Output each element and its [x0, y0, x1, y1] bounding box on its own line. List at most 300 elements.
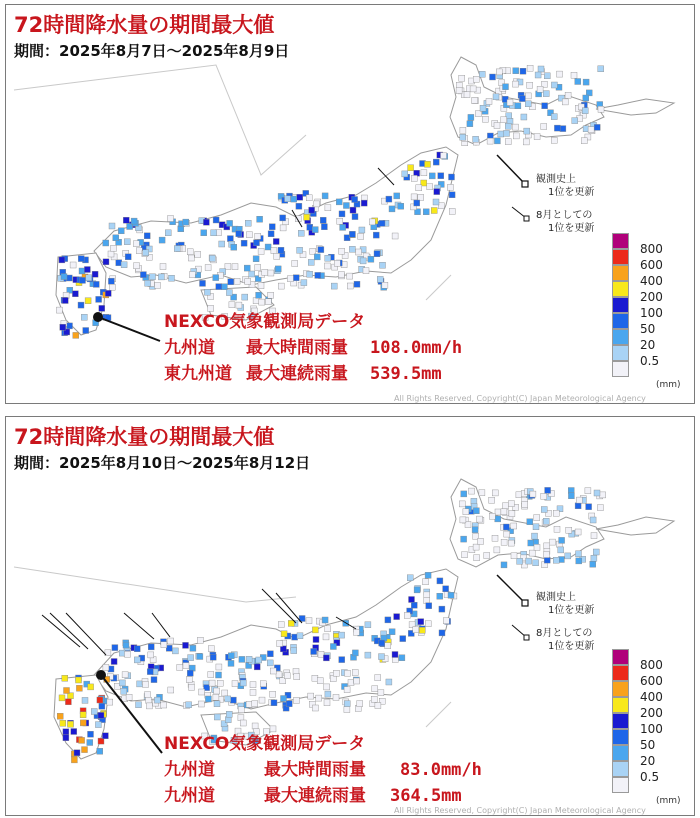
station-marker — [560, 126, 566, 132]
station-marker — [378, 690, 384, 696]
station-marker — [280, 225, 286, 231]
station-marker — [357, 701, 363, 707]
station-marker — [155, 282, 161, 288]
station-marker — [414, 200, 420, 206]
station-marker — [62, 298, 68, 304]
station-marker — [558, 547, 564, 553]
station-marker — [103, 259, 109, 265]
station-marker — [186, 677, 192, 683]
station-marker — [148, 644, 154, 650]
station-marker — [296, 203, 302, 209]
station-marker — [270, 691, 276, 697]
station-marker — [427, 184, 433, 190]
station-marker — [287, 276, 293, 282]
station-marker — [389, 629, 395, 635]
legend-swatch — [612, 281, 629, 297]
legend-label: 50 — [640, 322, 656, 336]
station-marker — [495, 516, 501, 522]
station-marker — [473, 544, 479, 550]
station-marker — [513, 81, 519, 87]
station-marker — [439, 606, 445, 612]
period-range: 2025年8月10日～2025年8月12日 — [59, 454, 311, 472]
station-marker — [121, 688, 127, 694]
station-marker — [462, 552, 468, 558]
station-marker — [258, 283, 264, 289]
station-marker — [423, 579, 429, 585]
station-marker — [160, 264, 166, 270]
legend-swatch — [612, 345, 629, 361]
metric-value: 83.0mm/h — [400, 760, 482, 780]
legend-swatch — [612, 697, 629, 713]
station-marker — [208, 672, 214, 678]
station-marker — [459, 75, 465, 81]
metric-name: 最大連続雨量 — [246, 364, 348, 384]
station-marker — [292, 261, 298, 267]
station-marker — [461, 536, 467, 542]
station-marker — [429, 173, 435, 179]
station-marker — [372, 686, 378, 692]
station-marker — [544, 557, 550, 563]
station-marker — [533, 560, 539, 566]
metric-name: 最大時間雨量 — [246, 338, 348, 358]
legend-unit: (mm) — [656, 380, 681, 390]
station-marker — [528, 540, 534, 546]
nexco-heading: NEXCO気象観測局データ — [164, 734, 366, 754]
station-marker — [258, 248, 264, 254]
rainfall-legend — [612, 233, 692, 390]
legend-label: 100 — [640, 722, 663, 736]
station-marker — [265, 244, 271, 250]
station-marker — [534, 544, 540, 550]
station-marker — [594, 124, 600, 130]
station-marker — [144, 233, 150, 239]
station-marker — [103, 665, 109, 671]
station-marker — [534, 515, 540, 521]
station-marker — [350, 207, 356, 213]
station-marker — [250, 689, 256, 695]
station-marker — [551, 82, 557, 88]
station-marker — [349, 246, 355, 252]
station-marker — [311, 649, 317, 655]
station-marker — [409, 597, 415, 603]
station-marker — [353, 629, 359, 635]
station-marker — [565, 92, 571, 98]
station-marker — [543, 518, 549, 524]
station-marker — [208, 646, 214, 652]
station-marker — [143, 250, 149, 256]
station-marker — [490, 74, 496, 80]
station-marker — [339, 632, 345, 638]
legend-swatch — [612, 361, 629, 377]
station-marker — [316, 695, 322, 701]
station-marker — [307, 224, 313, 230]
station-marker — [281, 631, 287, 637]
station-marker — [317, 678, 323, 684]
station-marker — [400, 636, 406, 642]
station-marker — [449, 208, 455, 214]
station-marker — [340, 224, 346, 230]
legend-swatch — [612, 313, 629, 329]
station-marker — [360, 258, 366, 264]
station-marker — [537, 86, 543, 92]
station-marker — [418, 194, 424, 200]
station-marker — [322, 193, 328, 199]
station-marker — [103, 240, 109, 246]
station-marker — [590, 517, 596, 523]
station-marker — [386, 679, 392, 685]
station-marker — [398, 203, 404, 209]
station-marker — [271, 248, 277, 254]
station-marker — [507, 100, 513, 106]
station-marker — [394, 614, 400, 620]
station-marker — [313, 637, 319, 643]
station-marker — [80, 720, 86, 726]
station-marker — [278, 622, 284, 628]
station-marker — [474, 555, 480, 561]
station-marker — [460, 517, 466, 523]
station-marker — [186, 702, 192, 708]
station-marker — [278, 283, 284, 289]
station-marker — [324, 263, 330, 269]
station-marker — [125, 254, 131, 260]
station-marker — [240, 680, 246, 686]
station-marker — [336, 199, 342, 205]
station-marker — [197, 654, 203, 660]
station-marker — [375, 675, 381, 681]
station-marker — [125, 651, 131, 657]
station-marker — [245, 279, 251, 285]
road-name: 九州道 — [164, 786, 215, 806]
legend-label: 200 — [640, 706, 663, 720]
station-marker — [257, 216, 263, 222]
station-marker — [221, 284, 227, 290]
nexco-row — [164, 361, 462, 387]
station-marker — [513, 68, 519, 74]
station-marker — [471, 498, 477, 504]
station-marker — [324, 700, 330, 706]
station-marker — [325, 626, 331, 632]
station-marker — [347, 283, 353, 289]
station-marker — [479, 490, 485, 496]
station-marker — [523, 139, 529, 145]
legend-label: 20 — [640, 338, 656, 352]
station-marker — [85, 298, 91, 304]
station-marker — [293, 275, 299, 281]
legend-label: 600 — [640, 674, 663, 688]
station-marker — [209, 680, 215, 686]
station-marker — [62, 675, 68, 681]
station-marker — [136, 702, 142, 708]
station-marker — [534, 134, 540, 140]
station-marker — [509, 511, 515, 517]
station-marker — [306, 618, 312, 624]
station-marker — [159, 237, 165, 243]
station-marker — [63, 729, 69, 735]
station-marker — [426, 603, 432, 609]
station-marker — [494, 138, 500, 144]
station-marker — [423, 209, 429, 215]
station-marker — [404, 612, 410, 618]
station-marker — [226, 711, 232, 717]
station-marker — [228, 653, 234, 659]
station-marker — [169, 275, 175, 281]
station-marker — [425, 572, 431, 578]
station-marker — [57, 713, 63, 719]
station-marker — [225, 696, 231, 702]
station-marker — [210, 654, 216, 660]
station-marker — [369, 219, 375, 225]
station-marker — [521, 114, 527, 120]
station-marker — [473, 76, 479, 82]
station-marker — [468, 114, 474, 120]
station-marker — [559, 537, 565, 543]
station-marker — [259, 299, 265, 305]
station-marker — [550, 539, 556, 545]
station-marker — [65, 699, 71, 705]
station-marker — [150, 274, 156, 280]
station-marker — [63, 735, 69, 741]
station-marker — [70, 262, 76, 268]
station-marker — [242, 294, 248, 300]
station-marker — [281, 696, 287, 702]
legend-swatch — [612, 233, 629, 249]
station-marker — [489, 513, 495, 519]
station-marker — [425, 621, 431, 627]
station-marker — [352, 670, 358, 676]
station-marker — [197, 637, 203, 643]
period-line — [14, 452, 310, 473]
station-marker — [361, 200, 367, 206]
station-marker — [571, 72, 577, 78]
station-marker — [480, 105, 486, 111]
legend-swatch — [612, 681, 629, 697]
station-marker — [331, 283, 337, 289]
station-marker — [168, 638, 174, 644]
station-marker — [154, 697, 160, 703]
station-marker — [80, 712, 86, 718]
record-note-august: 8月としての 1位を更新 — [536, 628, 595, 652]
station-marker — [312, 675, 318, 681]
station-marker — [478, 538, 484, 544]
station-marker — [256, 292, 262, 298]
station-marker — [524, 128, 530, 134]
station-marker — [416, 185, 422, 191]
station-marker — [310, 248, 316, 254]
station-marker — [504, 531, 510, 537]
station-marker — [60, 324, 66, 330]
station-marker — [165, 230, 171, 236]
station-marker — [449, 174, 455, 180]
station-marker — [348, 680, 354, 686]
station-marker — [244, 265, 250, 271]
station-marker — [475, 111, 481, 117]
station-marker — [284, 673, 290, 679]
station-marker — [379, 640, 385, 646]
station-marker — [288, 620, 294, 626]
station-marker — [338, 272, 344, 278]
station-marker — [339, 657, 345, 663]
station-marker — [492, 490, 498, 496]
station-marker — [189, 272, 195, 278]
station-marker — [354, 678, 360, 684]
station-marker — [323, 634, 329, 640]
station-marker — [314, 254, 320, 260]
station-marker — [99, 305, 105, 311]
station-marker — [333, 670, 339, 676]
station-marker — [269, 224, 275, 230]
station-marker — [568, 493, 574, 499]
legend-swatch — [612, 329, 629, 345]
station-marker — [168, 216, 174, 222]
station-marker — [477, 516, 483, 522]
station-marker — [124, 239, 130, 245]
station-marker — [76, 685, 82, 691]
station-marker — [394, 193, 400, 199]
station-marker — [425, 161, 431, 167]
station-marker — [145, 280, 151, 286]
station-marker — [583, 79, 589, 85]
station-marker — [535, 72, 541, 78]
station-marker — [437, 578, 443, 584]
station-marker — [324, 684, 330, 690]
station-marker — [503, 524, 509, 530]
station-marker — [227, 236, 233, 242]
station-marker — [501, 509, 507, 515]
station-marker — [515, 103, 521, 109]
copyright-notice: All Rights Reserved, Copyright(C) Japan Meteorological Agency — [394, 806, 646, 815]
station-marker — [582, 108, 588, 114]
station-marker — [479, 71, 485, 77]
station-marker — [585, 488, 591, 494]
legend-label: 0.5 — [640, 354, 660, 368]
station-marker — [371, 696, 377, 702]
station-marker — [594, 490, 600, 496]
station-marker — [254, 664, 260, 670]
station-marker — [591, 555, 597, 561]
station-marker — [562, 99, 568, 105]
station-marker — [121, 262, 127, 268]
station-marker — [308, 259, 314, 265]
station-marker — [298, 230, 304, 236]
station-marker — [352, 650, 358, 656]
station-marker — [402, 171, 408, 177]
station-marker — [134, 646, 140, 652]
station-marker — [228, 660, 234, 666]
station-marker — [529, 550, 535, 556]
metric-value: 364.5mm — [390, 786, 462, 806]
station-marker — [365, 652, 371, 658]
station-marker — [544, 552, 550, 558]
station-marker — [81, 314, 87, 320]
station-marker — [275, 266, 281, 272]
station-marker — [172, 648, 178, 654]
station-marker — [470, 86, 476, 92]
station-marker — [273, 239, 279, 245]
station-marker — [337, 218, 343, 224]
station-marker — [312, 227, 318, 233]
station-marker — [188, 655, 194, 661]
station-marker — [508, 540, 514, 546]
station-marker — [463, 509, 469, 515]
station-marker — [503, 84, 509, 90]
station-marker — [183, 663, 189, 669]
station-marker — [575, 529, 581, 535]
station-marker — [116, 260, 122, 266]
station-marker — [187, 249, 193, 255]
station-marker — [219, 241, 225, 247]
station-marker — [225, 717, 231, 723]
map-title: 72時間降水量の期間最大値 — [14, 13, 275, 37]
station-marker — [276, 672, 282, 678]
station-marker — [205, 265, 211, 271]
station-marker — [111, 245, 117, 251]
station-marker — [572, 118, 578, 124]
station-marker — [78, 302, 84, 308]
okinawa-islands — [596, 99, 674, 115]
station-marker — [456, 88, 462, 94]
station-marker — [91, 709, 97, 715]
station-marker — [431, 208, 437, 214]
station-marker — [553, 557, 559, 563]
station-marker — [551, 137, 557, 143]
station-marker — [214, 714, 220, 720]
station-marker — [145, 692, 151, 698]
station-marker — [136, 248, 142, 254]
station-marker — [232, 681, 238, 687]
road-name: 東九州道 — [164, 364, 232, 384]
station-marker — [365, 622, 371, 628]
station-marker — [586, 504, 592, 510]
map-title: 72時間降水量の期間最大値 — [14, 425, 275, 449]
station-marker — [88, 684, 94, 690]
station-marker — [67, 323, 73, 329]
station-marker — [148, 652, 154, 658]
station-marker — [216, 664, 222, 670]
legend-label: 200 — [640, 290, 663, 304]
station-marker — [236, 231, 242, 237]
station-marker — [108, 251, 114, 257]
station-marker — [530, 491, 536, 497]
station-marker — [511, 553, 517, 559]
station-marker — [239, 656, 245, 662]
station-marker — [98, 712, 104, 718]
nexco-row — [164, 757, 482, 783]
station-marker — [267, 651, 273, 657]
station-marker — [321, 224, 327, 230]
station-marker — [123, 642, 129, 648]
station-marker — [344, 687, 350, 693]
station-marker — [122, 672, 128, 678]
station-marker — [71, 729, 77, 735]
station-marker — [187, 670, 193, 676]
station-marker — [424, 592, 430, 598]
station-marker — [464, 92, 470, 98]
station-marker — [268, 231, 274, 237]
station-marker — [60, 720, 66, 726]
metric-name: 最大連続雨量 — [264, 786, 366, 806]
station-marker — [377, 276, 383, 282]
station-marker — [318, 247, 324, 253]
station-marker — [240, 720, 246, 726]
station-marker — [459, 501, 465, 507]
station-marker — [82, 747, 88, 753]
station-marker — [358, 233, 364, 239]
station-marker — [312, 705, 318, 711]
station-marker — [201, 230, 207, 236]
station-marker — [113, 235, 119, 241]
station-marker — [146, 703, 152, 709]
station-marker — [312, 627, 318, 633]
